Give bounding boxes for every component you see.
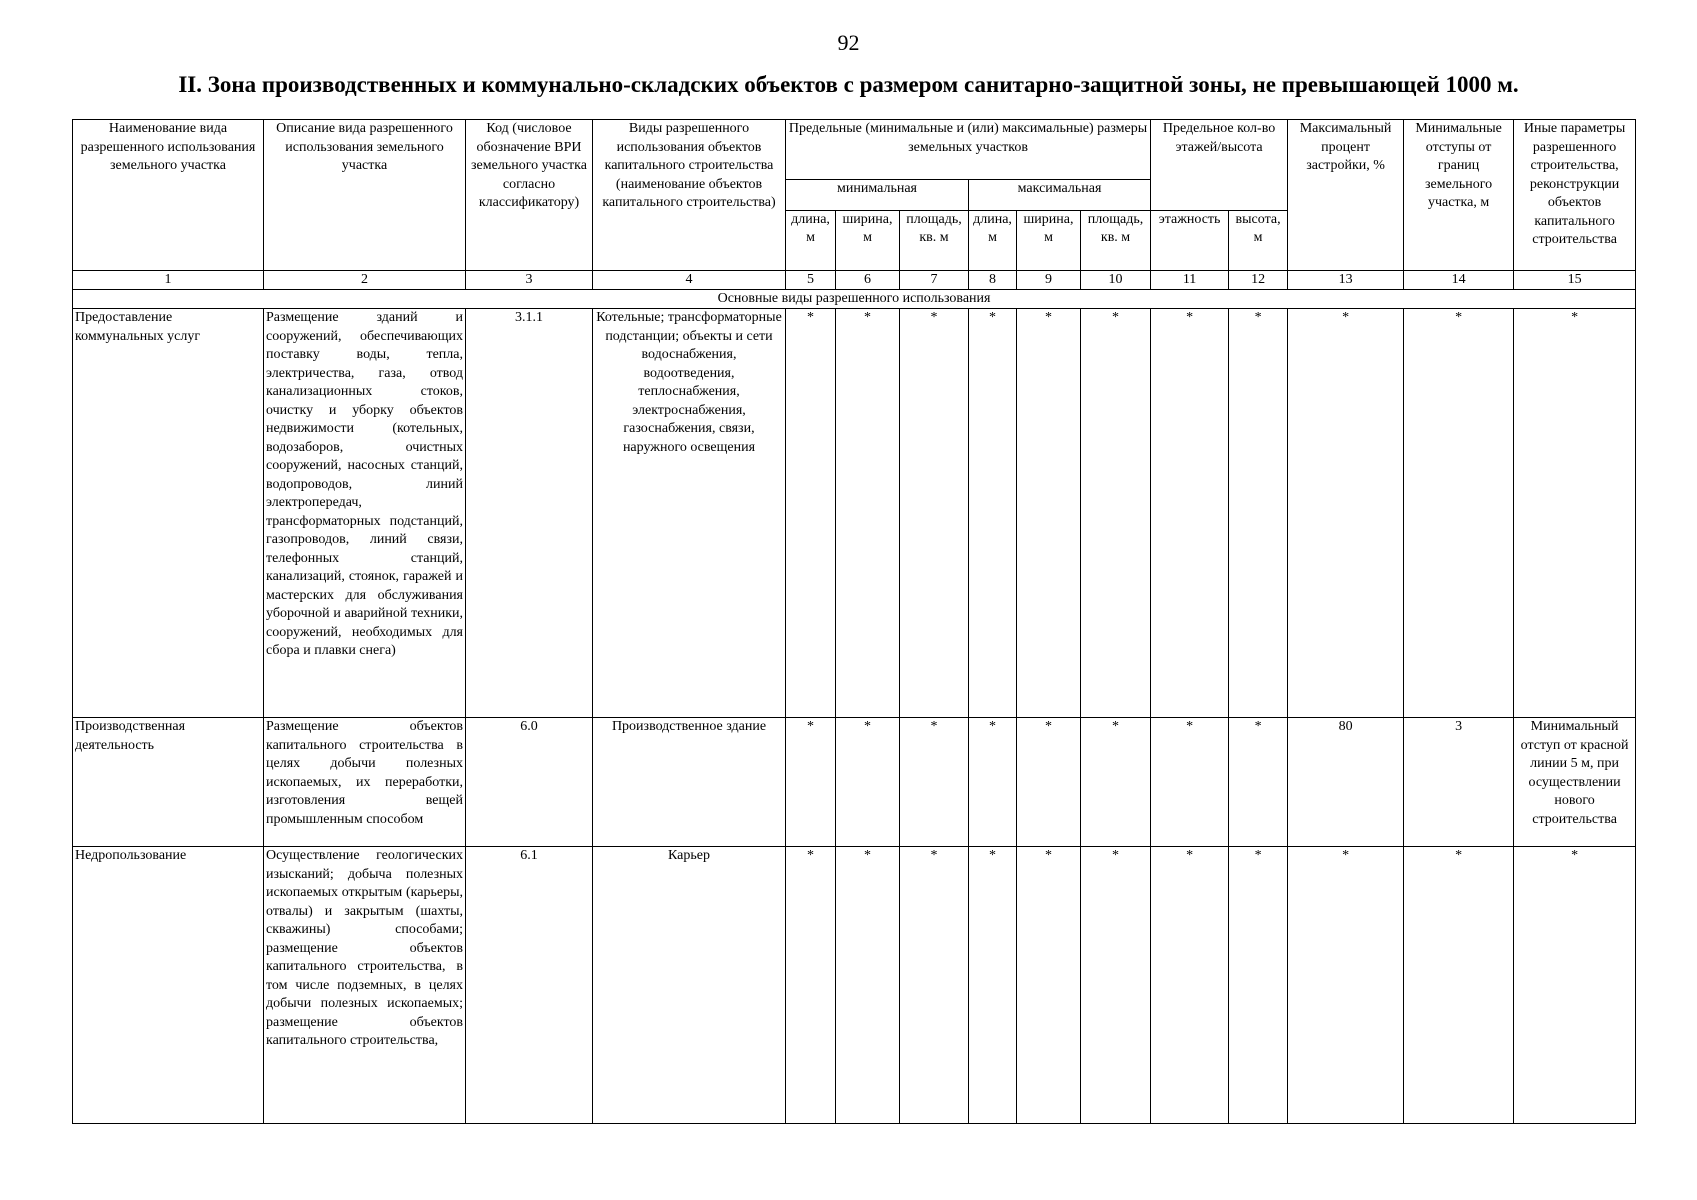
min-area-value: * (900, 718, 969, 847)
max-width-value: * (1017, 309, 1081, 718)
column-number: 4 (593, 271, 786, 290)
header-max-coverage: Максимальный процент застройки, % (1288, 120, 1404, 271)
header-use-name: Наименование вида разрешенного использования земельного участка (73, 120, 264, 271)
table-row (73, 309, 1636, 718)
header-floors-height: Предельное кол-во этажей/высота (1151, 120, 1288, 211)
min-setback-value: * (1404, 309, 1514, 718)
use-code: 6.1 (466, 847, 593, 1124)
min-area-value: * (900, 309, 969, 718)
min-width-value: * (836, 847, 900, 1124)
table-row (73, 847, 1636, 1124)
floors-value: * (1151, 847, 1229, 1124)
header-plot-sizes: Предельные (минимальные и (или) максимальные) размеры земельных участков (786, 120, 1151, 180)
other-parameters-value: * (1514, 847, 1636, 1124)
height-value: * (1229, 718, 1288, 847)
header-maximum: максимальная (969, 180, 1151, 211)
other-parameters-value: * (1514, 309, 1636, 718)
header-floors: этажность (1151, 210, 1229, 270)
column-number: 10 (1081, 271, 1151, 290)
column-number: 8 (969, 271, 1017, 290)
max-area-value: * (1081, 309, 1151, 718)
page-number: 92 (837, 30, 860, 55)
header-min-setbacks: Минимальные отступы от границ земельного участка, м (1404, 120, 1514, 271)
height-value: * (1229, 847, 1288, 1124)
min-width-value: * (836, 309, 900, 718)
min-length-value: * (786, 847, 836, 1124)
header-min-length: длина, м (786, 210, 836, 270)
header-max-length: длина, м (969, 210, 1017, 270)
min-length-value: * (786, 718, 836, 847)
column-number: 13 (1288, 271, 1404, 290)
column-number: 15 (1514, 271, 1636, 290)
column-number: 1 (73, 271, 264, 290)
column-number: 14 (1404, 271, 1514, 290)
column-number: 5 (786, 271, 836, 290)
min-width-value: * (836, 718, 900, 847)
column-number: 2 (264, 271, 466, 290)
use-description: Размещение объектов капитального строительства в целях добычи полезных ископаемых, их переработки, изготовления вещей промышленным способом (264, 718, 466, 847)
height-value: * (1229, 309, 1288, 718)
max-width-value: * (1017, 718, 1081, 847)
use-name: Недропользование (73, 847, 264, 1124)
section-title: II. Зона производственных и коммунально-складских объектов с размером санитарно-защитной зоны, не превышающей 1000 м. (178, 72, 1519, 97)
column-number: 6 (836, 271, 900, 290)
table-row (73, 718, 1636, 847)
max-width-value: * (1017, 847, 1081, 1124)
header-height: высота, м (1229, 210, 1288, 270)
max-area-value: * (1081, 718, 1151, 847)
header-min-width: ширина, м (836, 210, 900, 270)
use-name: Производственная деятельность (73, 718, 264, 847)
column-number: 3 (466, 271, 593, 290)
header-minimum: минимальная (786, 180, 969, 211)
column-numbers-row (73, 271, 1636, 290)
capital-objects: Карьер (593, 847, 786, 1124)
group-label-main-uses: Основные виды разрешенного использования (73, 290, 1636, 309)
min-setback-value: * (1404, 847, 1514, 1124)
column-number: 9 (1017, 271, 1081, 290)
use-name: Предоставление коммунальных услуг (73, 309, 264, 718)
max-length-value: * (969, 718, 1017, 847)
header-capital-objects: Виды разрешенного использования объектов капитального строительства (наименование объектов капитального строительства) (593, 120, 786, 271)
use-code: 3.1.1 (466, 309, 593, 718)
max-length-value: * (969, 309, 1017, 718)
column-number: 11 (1151, 271, 1229, 290)
other-parameters-value: Минимальный отступ от красной линии 5 м, при осуществлении нового строительства (1514, 718, 1636, 847)
max-length-value: * (969, 847, 1017, 1124)
header-other-parameters: Иные параметры разрешенного строительства, реконструкции объектов капитального строительства (1514, 120, 1636, 271)
min-setback-value: 3 (1404, 718, 1514, 847)
min-area-value: * (900, 847, 969, 1124)
header-use-description: Описание вида разрешенного использования земельного участка (264, 120, 466, 271)
max-coverage-value: * (1288, 847, 1404, 1124)
capital-objects: Котельные; трансформаторные подстанции; объекты и сети водоснабжения, водоотведения, теплоснабжения, электроснабжения, газоснабжения, связи, наружного освещения (593, 309, 786, 718)
max-area-value: * (1081, 847, 1151, 1124)
floors-value: * (1151, 718, 1229, 847)
use-description: Размещение зданий и сооружений, обеспечивающих поставку воды, тепла, электричества, газа, отвод канализационных стоков, очистку и уборку объектов недвижимости (котельных, водозаборов, очистных сооружений, насосных станций, водопроводов, линий электропередач, трансформаторных подстанций, газопроводов, линий связи, телефонных станций, канализаций, стоянок, гаражей и мастерских для обслуживания уборочной и аварийной техники, сооружений, необходимых для сбора и плавки снега) (264, 309, 466, 718)
max-coverage-value: * (1288, 309, 1404, 718)
use-code: 6.0 (466, 718, 593, 847)
use-description: Осуществление геологических изысканий; добыча полезных ископаемых открытым (карьеры, отвалы) и закрытым (шахты, скважины) способами; размещение объектов капитального строительства, в том числе подземных, в целях добычи полезных ископаемых; размещение объектов капитального строительства, (264, 847, 466, 1124)
group-row (73, 290, 1636, 309)
header-max-width: ширина, м (1017, 210, 1081, 270)
header-max-area: площадь, кв. м (1081, 210, 1151, 270)
header-min-area: площадь, кв. м (900, 210, 969, 270)
floors-value: * (1151, 309, 1229, 718)
zone-regulations-table (72, 119, 1636, 1124)
header-use-code: Код (числовое обозначение ВРИ земельного участка согласно классификатору) (466, 120, 593, 271)
min-length-value: * (786, 309, 836, 718)
column-number: 7 (900, 271, 969, 290)
max-coverage-value: 80 (1288, 718, 1404, 847)
column-number: 12 (1229, 271, 1288, 290)
capital-objects: Производственное здание (593, 718, 786, 847)
